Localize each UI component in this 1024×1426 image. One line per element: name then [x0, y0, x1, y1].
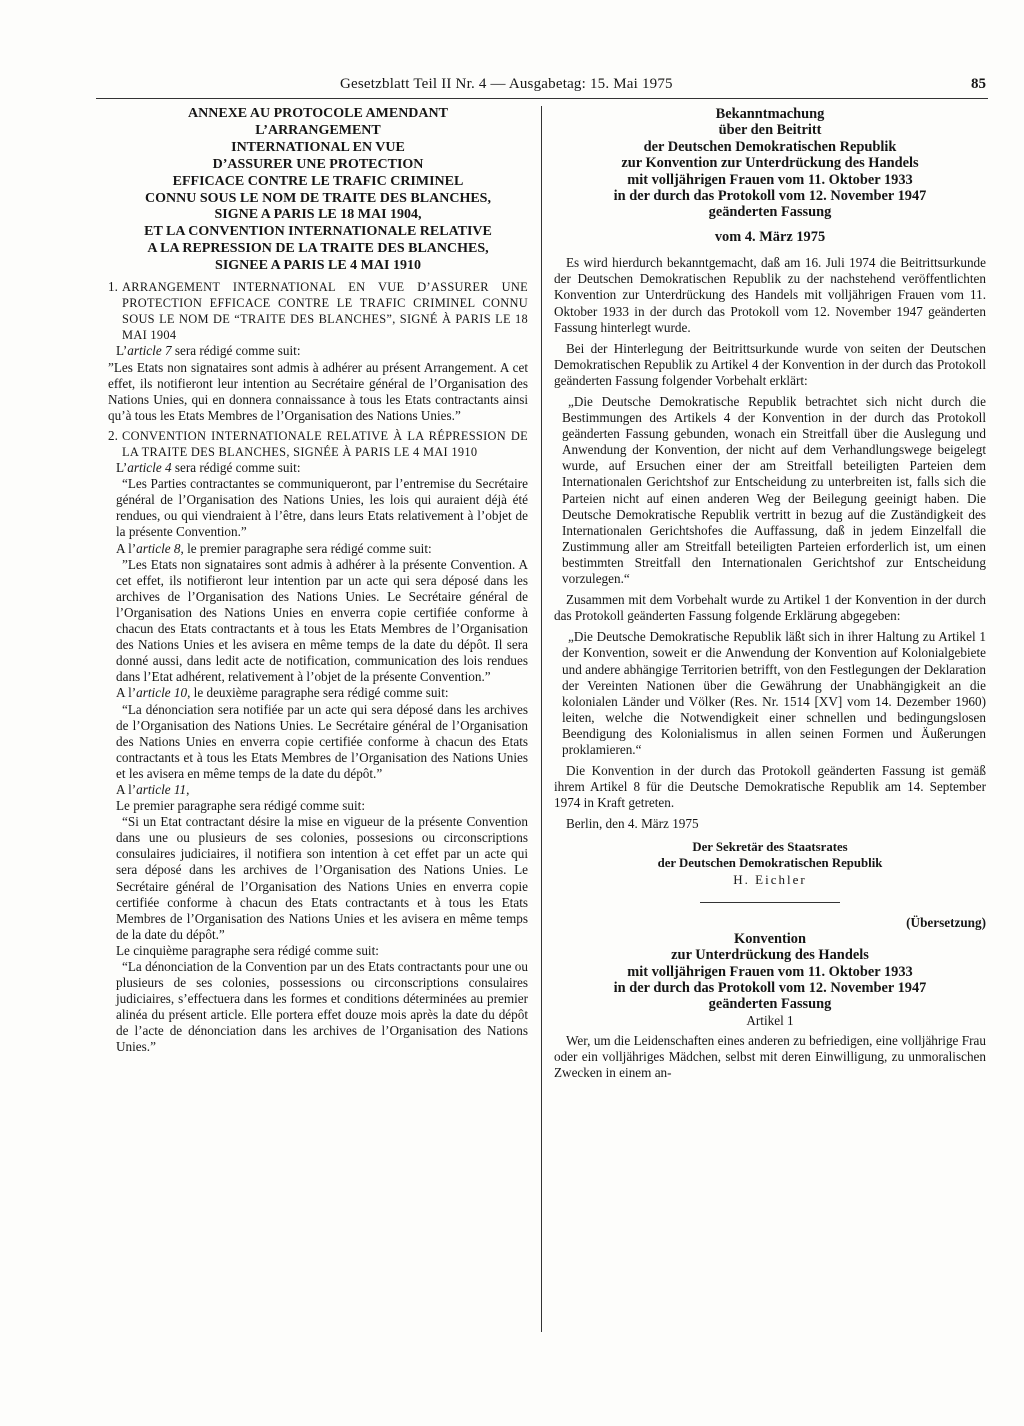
- translation-note: (Übersetzung): [906, 914, 986, 930]
- announcement-date: vom 4. März 1975: [714, 228, 826, 245]
- announcement-title-line: in der durch das Protokoll vom 12. November 1947: [613, 188, 927, 205]
- signatory-name: H. Eichler: [733, 871, 807, 887]
- annex-title-line: L’ARRANGEMENT: [255, 122, 381, 138]
- announcement-paragraph: Die Konvention in der durch das Protokoll geänderten Fassung ist gemäß ihrem Artikel 8 für die Deutsche Demokratische Republik am 14. September 1974 in Kraft getreten.: [554, 763, 986, 811]
- signatory-title: der Deutschen Demokratischen Republik: [657, 856, 883, 871]
- article-8-intro: A l’article 8, le premier paragraphe sera rédigé comme suit:: [116, 540, 432, 556]
- announcement-title: [554, 106, 986, 221]
- section-1-quote: ”Les Etats non signataires sont admis à adhérer au présent Arrangement. A cet effet, ils notifieront leur intention au Secrétaire général de l’Organisation des Nations Unies, qui en donnera connaissance à tous les Etats contractants ainsi qu’à tous les Etats Membres de l’Organisation des Nations Unies.”: [108, 359, 528, 423]
- article-text: Wer, um die Leidenschaften eines anderen zu befriedigen, eine volljährige Frau oder ein volljähriges Mädchen, selbst mit deren Einwilligung, zu unmoralischen Zwecken in einem an-: [554, 1032, 986, 1081]
- announcement-title-line: zur Konvention zur Unterdrückung des Handels: [621, 155, 919, 172]
- running-header: [96, 76, 988, 99]
- right-column: [554, 106, 986, 1081]
- announcement-paragraph: Bei der Hinterlegung der Beitrittsurkunde wurde von seiten der Deutschen Demokratischen Republik zu Artikel 4 der Konvention in der durch das Protokoll geänderten Fassung folgender Vorbehalt erklärt:: [554, 340, 986, 388]
- section-2-intro: L’article 4 sera rédigé comme suit:: [116, 460, 301, 476]
- article-ref: article 7: [127, 343, 172, 359]
- column-divider: [541, 106, 542, 1332]
- article-10-intro: A l’article 10, le deuxième paragraphe sera rédigé comme suit:: [116, 685, 449, 701]
- article-10-quote: “La dénonciation sera notifiée par un acte qui sera déposé dans les archives de l’Organisation des Nations Unies. Le Secrétaire général de l’Organisation des Nations Unies en enverra copie certifiée conforme à chacun des Etats contractants et à tous les Etats Membres de l’Organisation des Nations Unies et les avisera en même temps de la date du dépôt.”: [116, 701, 528, 781]
- annex-title-line: INTERNATIONAL EN VUE: [231, 139, 405, 155]
- article-ref: article 8: [136, 540, 181, 556]
- announcement-title-line: über den Beitritt: [718, 122, 822, 139]
- article-11-para5-quote: “La dénonciation de la Convention par un des Etats contractants pour une ou plusieurs de ses colonies, possessions ou circonscriptions consulaires judiciaires, s’effectuera dans les formes et conditions déterminées au premier alinéa du présent article. Elle portera effet douze mois après la date du dépôt de l’acte de dénonciation dans les archives de l’Organisation des Nations Unies.”: [116, 959, 528, 1055]
- annex-title: [108, 106, 528, 275]
- article-11-para1-intro: Le premier paragraphe sera rédigé comme suit:: [116, 798, 365, 814]
- section-number: 1.: [108, 279, 118, 295]
- announcement-title-line: der Deutschen Demokratischen Republik: [643, 138, 897, 155]
- running-title: Gesetzblatt Teil II Nr. 4 — Ausgabetag: 15. Mai 1975: [340, 76, 673, 92]
- article-11-para5-intro: Le cinquième paragraphe sera rédigé comme suit:: [116, 942, 379, 958]
- announcement-title-line: geänderten Fassung: [708, 204, 832, 221]
- announcement-title-line: Bekanntmachung: [715, 106, 825, 122]
- annex-title-line: ET LA CONVENTION INTERNATIONALE RELATIVE: [144, 224, 492, 240]
- convention-title-line: mit volljährigen Frauen vom 11. Oktober 1933: [627, 963, 913, 980]
- article-ref: article 10: [136, 685, 188, 701]
- signatory-title: Der Sekretär des Staatsrates: [692, 840, 848, 855]
- announcement-title-line: mit volljährigen Frauen vom 11. Oktober 1933: [627, 171, 913, 188]
- article-heading: Artikel 1: [746, 1012, 794, 1028]
- section-number: 2.: [108, 427, 118, 443]
- section-heading-text: CONVENTION INTERNATIONALE RELATIVE À LA RÉPRESSION DE LA TRAITE DES BLANCHES, SIGNÉE À PARIS LE 4 MAI 1910: [122, 428, 528, 459]
- annex-title-line: A LA REPRESSION DE LA TRAITE DES BLANCHES,: [147, 241, 489, 257]
- convention-title-line: geänderten Fassung: [708, 996, 832, 1013]
- article-11-intro: A l’article 11,: [116, 781, 190, 797]
- annex-title-line: D’ASSURER UNE PROTECTION: [212, 156, 424, 172]
- section-rule: [700, 902, 840, 903]
- page-number: 85: [971, 76, 986, 92]
- convention-title: [554, 931, 986, 1013]
- left-column: [108, 106, 528, 1056]
- annex-title-line: ANNEXE AU PROTOCOLE AMENDANT: [188, 106, 448, 121]
- section-2-heading: [108, 428, 528, 460]
- section-1-heading: [108, 279, 528, 343]
- section-1-intro: L’article 7 sera rédigé comme suit:: [116, 343, 301, 359]
- announcement-paragraph: Zusammen mit dem Vorbehalt wurde zu Artikel 1 der Konvention in der durch das Protokoll geänderten Fassung folgende Erklärung abgegeben:: [554, 592, 986, 624]
- convention-title-line: zur Unterdrückung des Handels: [671, 947, 869, 964]
- annex-title-line: CONNU SOUS LE NOM DE TRAITE DES BLANCHES,: [145, 190, 491, 206]
- convention-title-line: Konvention: [734, 930, 806, 947]
- announcement-paragraph: Es wird hierdurch bekanntgemacht, daß am 16. Juli 1974 die Beitrittsurkunde der Deutschen Demokratischen Republik zu der nachstehend veröffentlichten Konvention zur Unterdrückung des Handels mit volljährigen Frauen vom 11. Oktober 1933 in der durch das Protokoll vom 12. November 1947 geänderten Fassung hinterlegt wurde.: [554, 255, 986, 335]
- article-ref: article 4: [127, 460, 172, 476]
- reservation-quote: „Die Deutsche Demokratische Republik betrachtet sich nicht durch die Bestimmungen des Artikels 4 der Konvention in der durch das Protokoll geänderten Fassung gebunden, wonach ein Streitfall über die Auslegung und Anwendung der Konvention, der nicht auf dem Verhandlungswege beigelegt wurde, auf Ersuchen einer der am Streitfall beteiligten Parteien dem Internationalen Gerichtshof zur Entscheidung zu unterbreiten ist, falls sich die Parteien nicht auf einen anderen Weg der Beilegung geeinigt haben. Die Deutsche Demokratische Republik vertritt in bezug auf die Zuständigkeit des Internationalen Gerichtshofes die Auffassung, daß in jedem Einzelfall die Zustimmung aller am Streitfall beteiligten Parteien erforderlich ist, um einen bestimmten Streitfall den Internationalen Gerichtshof zur Entscheidung vorzulegen.“: [562, 394, 986, 587]
- section-heading-text: ARRANGEMENT INTERNATIONAL EN VUE D’ASSURER UNE PROTECTION EFFICACE CONTRE LE TRAFIC CRIMINEL CONNU SOUS LE NOM DE “TRAITE DES BLANCHES”, SIGNÉ À PARIS LE 18 MAI 1904: [122, 280, 528, 343]
- annex-title-line: EFFICACE CONTRE LE TRAFIC CRIMINEL: [172, 173, 464, 189]
- annex-title-line: SIGNE A PARIS LE 18 MAI 1904,: [214, 207, 422, 223]
- article-ref: article 11: [136, 781, 187, 797]
- article-8-quote: ”Les Etats non signataires sont admis à adhérer à la présente Convention. A cet effet, ils notifieront leur intention par un acte qui sera déposé dans les archives de l’Organisation des Nations Unies. Le Secrétaire général de l’Organisation des Nations Unies en enverra copie certifiée conforme à chacun des Etats contractants et à tous les Etats Membres de l’Organisation des Nations Unies et les avisera en même temps de la date du dépôt. Il sera donné aussi, dans ledit acte de notification, communication des lois rendues dans l’Etat adhérent, relativement à l’objet de la présente Convention.”: [116, 556, 528, 685]
- declaration-quote: „Die Deutsche Demokratische Republik läßt sich in ihrer Haltung zu Artikel 1 der Konvention, soweit er die Anwendung der Konvention auf Kolonialgebiete und andere abhängige Territorien betrifft, von den Festlegungen der Deklaration der Vereinten Nationen über die Gewährung der Unabhängigkeit an die kolonialen Länder und Völker (Res. Nr. 1514 [XV] vom 14. Dezember 1960) leiten, welche die Notwendigkeit einer schnellen und bedingungslosen Beendigung des Kolonialismus in allen seinen Formen und Äußerungen proklamieren.“: [562, 629, 986, 757]
- section-2-quote: “Les Parties contractantes se communiqueront, par l’entremise du Secrétaire général de l’Organisation des Nations Unies, les lois qui auraient déjà été rendues, ou qui viendraient à l’être, dans leurs Etats relativement à l’objet de la présente Convention.”: [116, 476, 528, 540]
- article-11-para1-quote: “Si un Etat contractant désire la mise en vigueur de la présente Convention dans une ou plusieurs de ses colonies, possesions ou circonscriptions consulaires judiciaires, il notifiera son intention à cet effet par un acte qui sera déposé dans les archives de l’Organisation des Nations Unies. Le Secrétaire général de l’Organisation des Nations Unies en enverra copie certifiée conforme à chacun des Etats contractants et à tous les Etats Membres de l’Organisation des Nations Unies et les avisera en même temps de la date du dépôt.”: [116, 814, 528, 942]
- annex-title-line: SIGNEE A PARIS LE 4 MAI 1910: [215, 258, 421, 274]
- convention-title-line: in der durch das Protokoll vom 12. November 1947: [613, 980, 927, 997]
- place-date: Berlin, den 4. März 1975: [566, 816, 699, 832]
